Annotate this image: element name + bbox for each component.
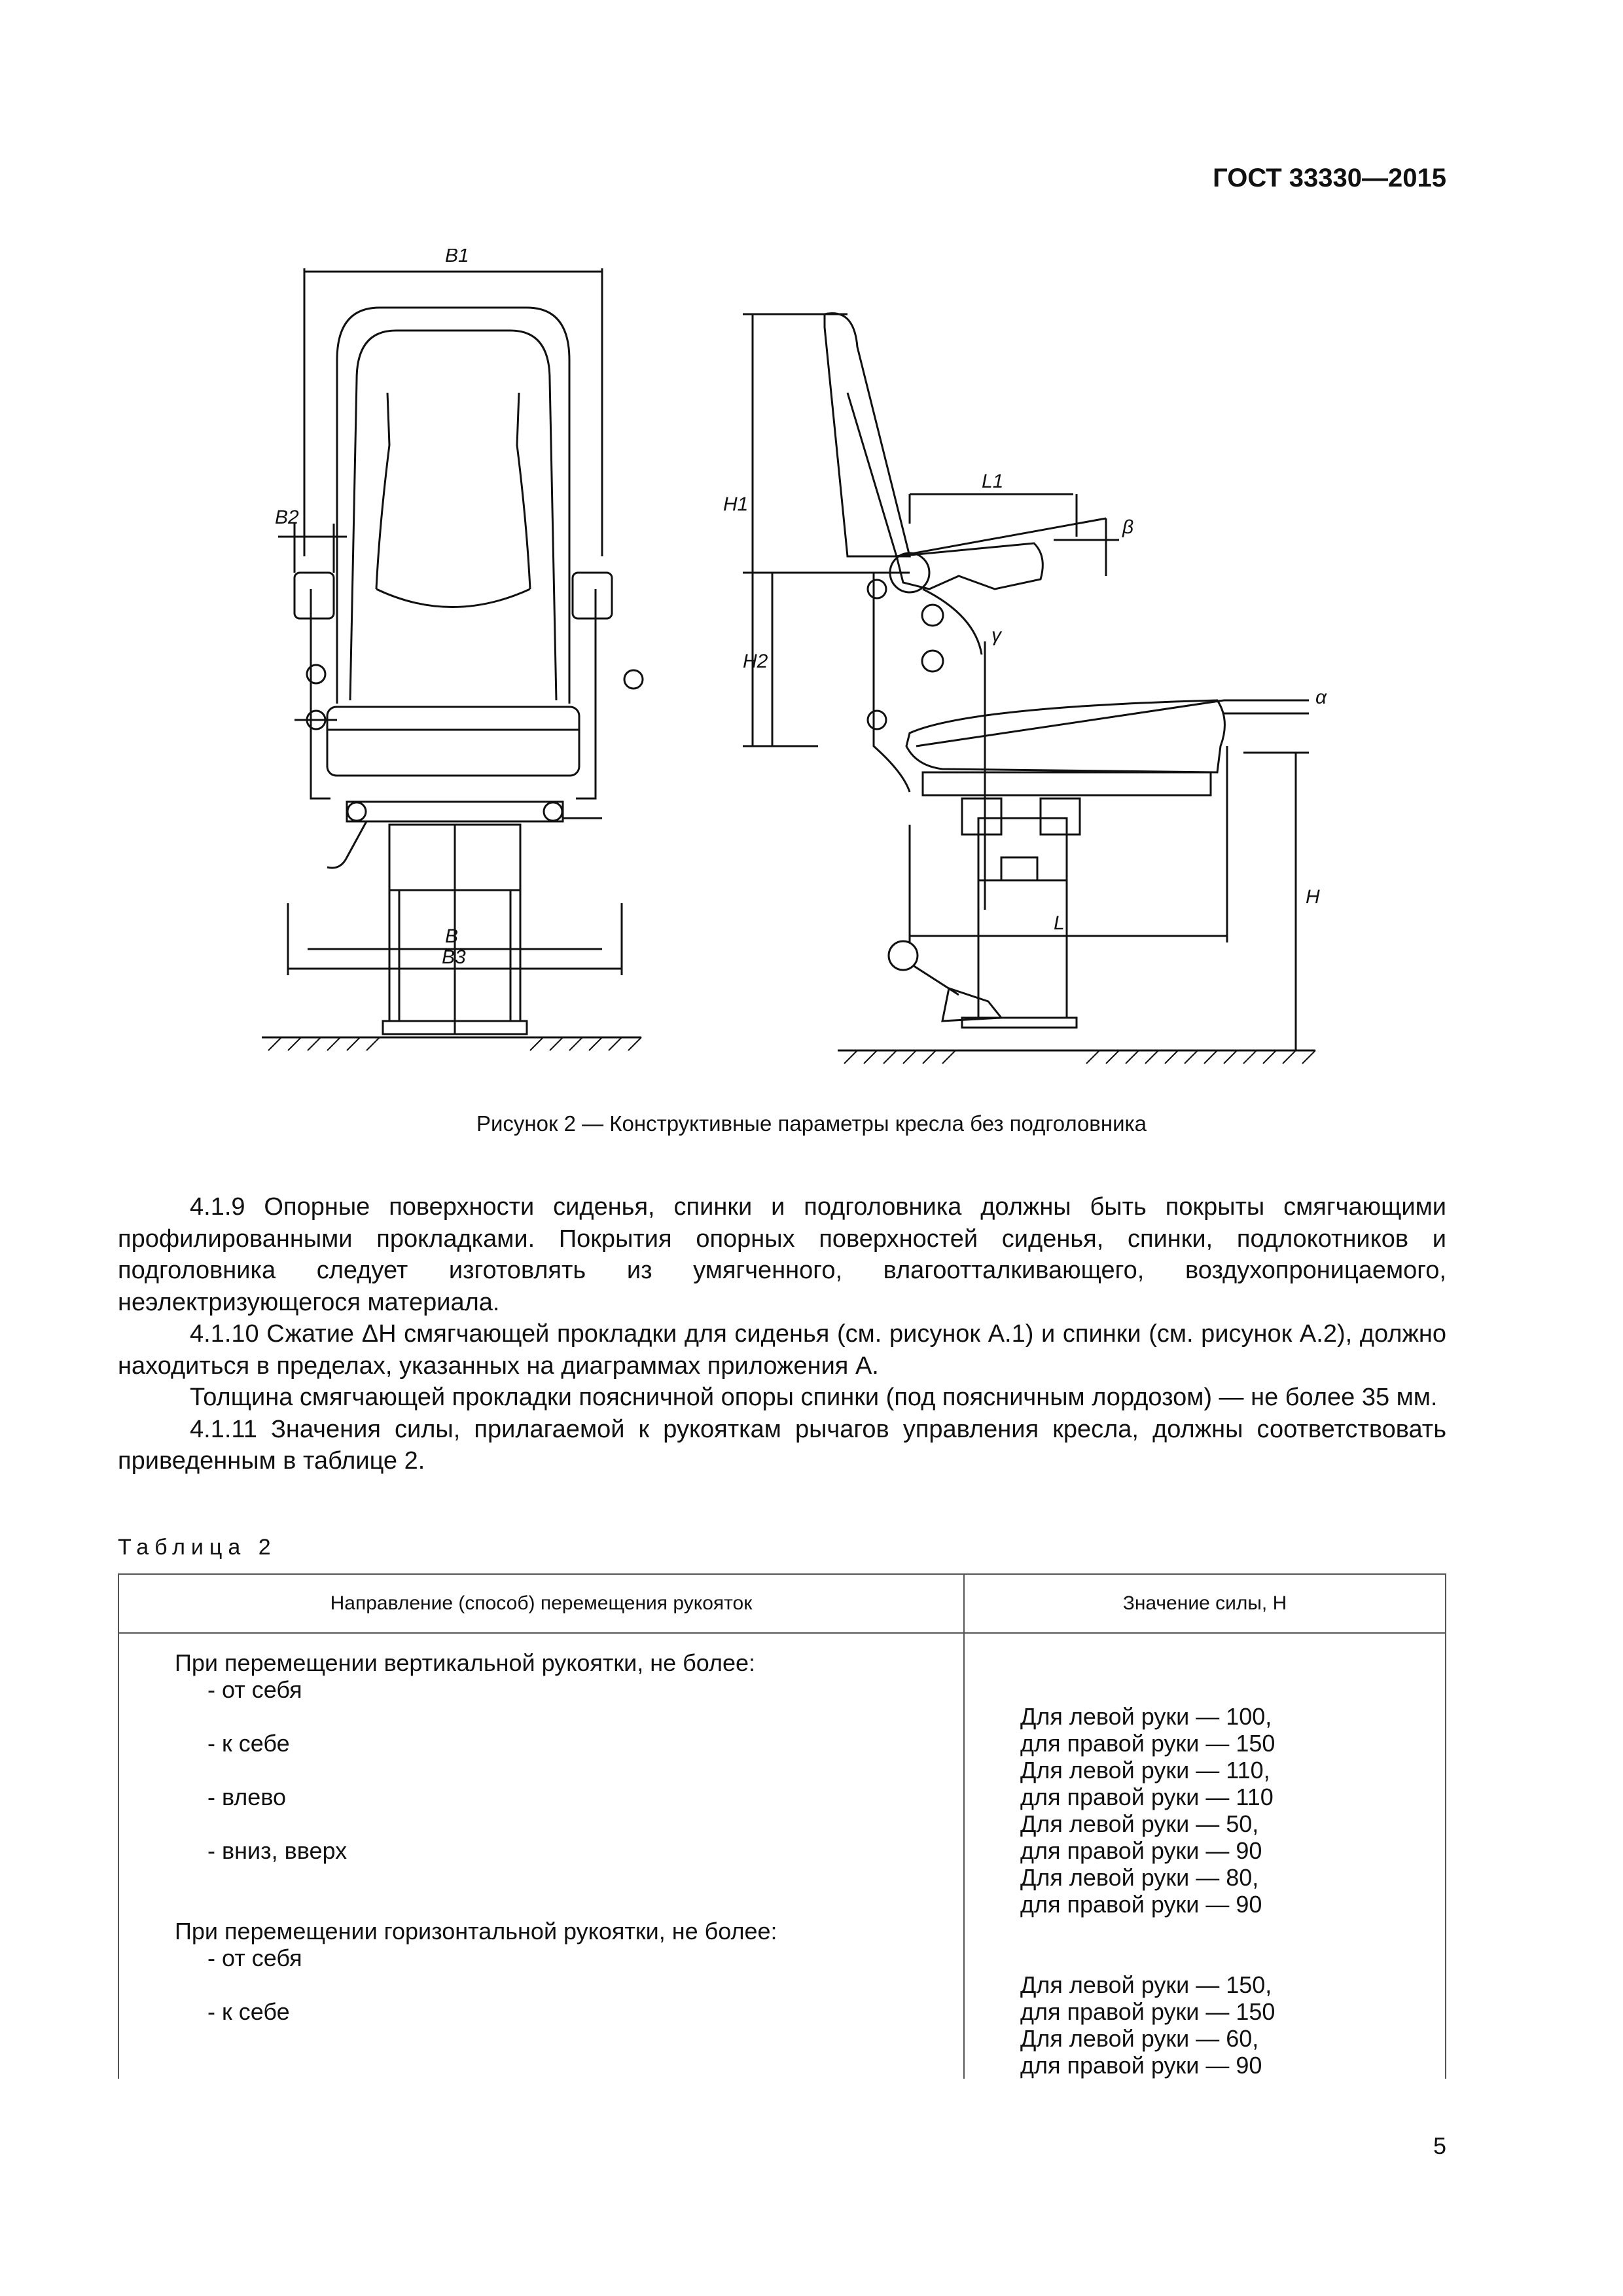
label-b2: B2 xyxy=(275,507,299,528)
label-b3: B3 xyxy=(442,946,466,968)
label-h: H xyxy=(1306,886,1320,908)
page-number: 5 xyxy=(1433,2132,1446,2159)
list-item: - от себя xyxy=(207,1676,302,1703)
force-table xyxy=(118,1573,1446,2079)
value-line: для правой руки — 150 xyxy=(1020,1998,1275,2025)
value-line: для правой руки — 90 xyxy=(1020,1837,1262,1864)
figure-caption: Рисунок 2 — Конструктивные параметры кресла без подголовника xyxy=(476,1111,1147,1136)
label-beta: β xyxy=(1122,516,1134,538)
paragraph-4-1-10: 4.1.10 Сжатие ΔH смягчающей прокладки для сиденья (см. рисунок А.1) и спинки (см. рисунок А.2), должно находиться в пределах, указанных на диаграммах приложения А. xyxy=(118,1320,1446,1380)
table-cell-directions xyxy=(118,1633,964,2079)
value-line: Для левой руки — 150, xyxy=(1020,1971,1272,1998)
group-title-horizontal: При перемещении горизонтальной рукоятки, не более: xyxy=(175,1918,777,1945)
table-header-force: Значение силы, Н xyxy=(964,1574,1446,1633)
value-line: для правой руки — 90 xyxy=(1020,1891,1262,1918)
list-item: - к себе xyxy=(207,1998,290,2025)
group-title-vertical: При перемещении вертикальной рукоятки, не более: xyxy=(175,1649,756,1676)
body-text xyxy=(118,1191,1446,1477)
list-item: - влево xyxy=(207,1784,287,1810)
label-h1: H1 xyxy=(723,493,749,515)
list-item: - от себя xyxy=(207,1945,302,1971)
value-line: Для левой руки — 80, xyxy=(1020,1864,1259,1891)
value-line: Для левой руки — 100, xyxy=(1020,1703,1272,1730)
label-l1: L1 xyxy=(982,471,1004,492)
table-cell-values xyxy=(964,1633,1446,2079)
value-line: для правой руки — 150 xyxy=(1020,1730,1275,1757)
label-b: B xyxy=(445,925,459,947)
document-number: ГОСТ 33330—2015 xyxy=(1213,164,1446,192)
paragraph-4-1-11: 4.1.11 Значения силы, прилагаемой к рукояткам рычагов управления кресла, должны соответствовать приведенным в таблице 2. xyxy=(118,1415,1446,1475)
table-header-direction: Направление (способ) перемещения рукояток xyxy=(118,1574,964,1633)
label-l: L xyxy=(1054,912,1065,934)
table-row xyxy=(118,1633,1446,2079)
label-alpha: α xyxy=(1315,687,1327,708)
list-item: - вниз, вверх xyxy=(207,1837,348,1864)
seat-drawing xyxy=(249,249,1400,1100)
value-line: Для левой руки — 50, xyxy=(1020,1810,1259,1837)
label-h2: H2 xyxy=(743,651,768,672)
paragraph-thickness: Толщина смягчающей прокладки поясничной опоры спинки (под поясничным лордозом) — не более 35 мм. xyxy=(190,1384,1438,1411)
label-gamma: γ xyxy=(991,624,1001,646)
value-line: Для левой руки — 110, xyxy=(1020,1757,1270,1784)
value-line: для правой руки — 90 xyxy=(1020,2052,1262,2079)
seat-drawing-svg xyxy=(249,249,1400,1100)
table-title: Таблица 2 xyxy=(118,1535,277,1560)
value-line: для правой руки — 110 xyxy=(1020,1784,1274,1810)
value-line: Для левой руки — 60, xyxy=(1020,2025,1259,2052)
list-item: - к себе xyxy=(207,1730,290,1757)
label-b1: B1 xyxy=(445,249,469,266)
paragraph-4-1-9: 4.1.9 Опорные поверхности сиденья, спинки и подголовника должны быть покрыты смягчающими профилированными прокладками. Покрытия опорных поверхностей сиденья, спинки, подлокотников и подголовника следует изготовлять из умягченного, влагоотталкивающего, воздухопроницаемого, неэлектризующегося материала. xyxy=(118,1193,1446,1316)
